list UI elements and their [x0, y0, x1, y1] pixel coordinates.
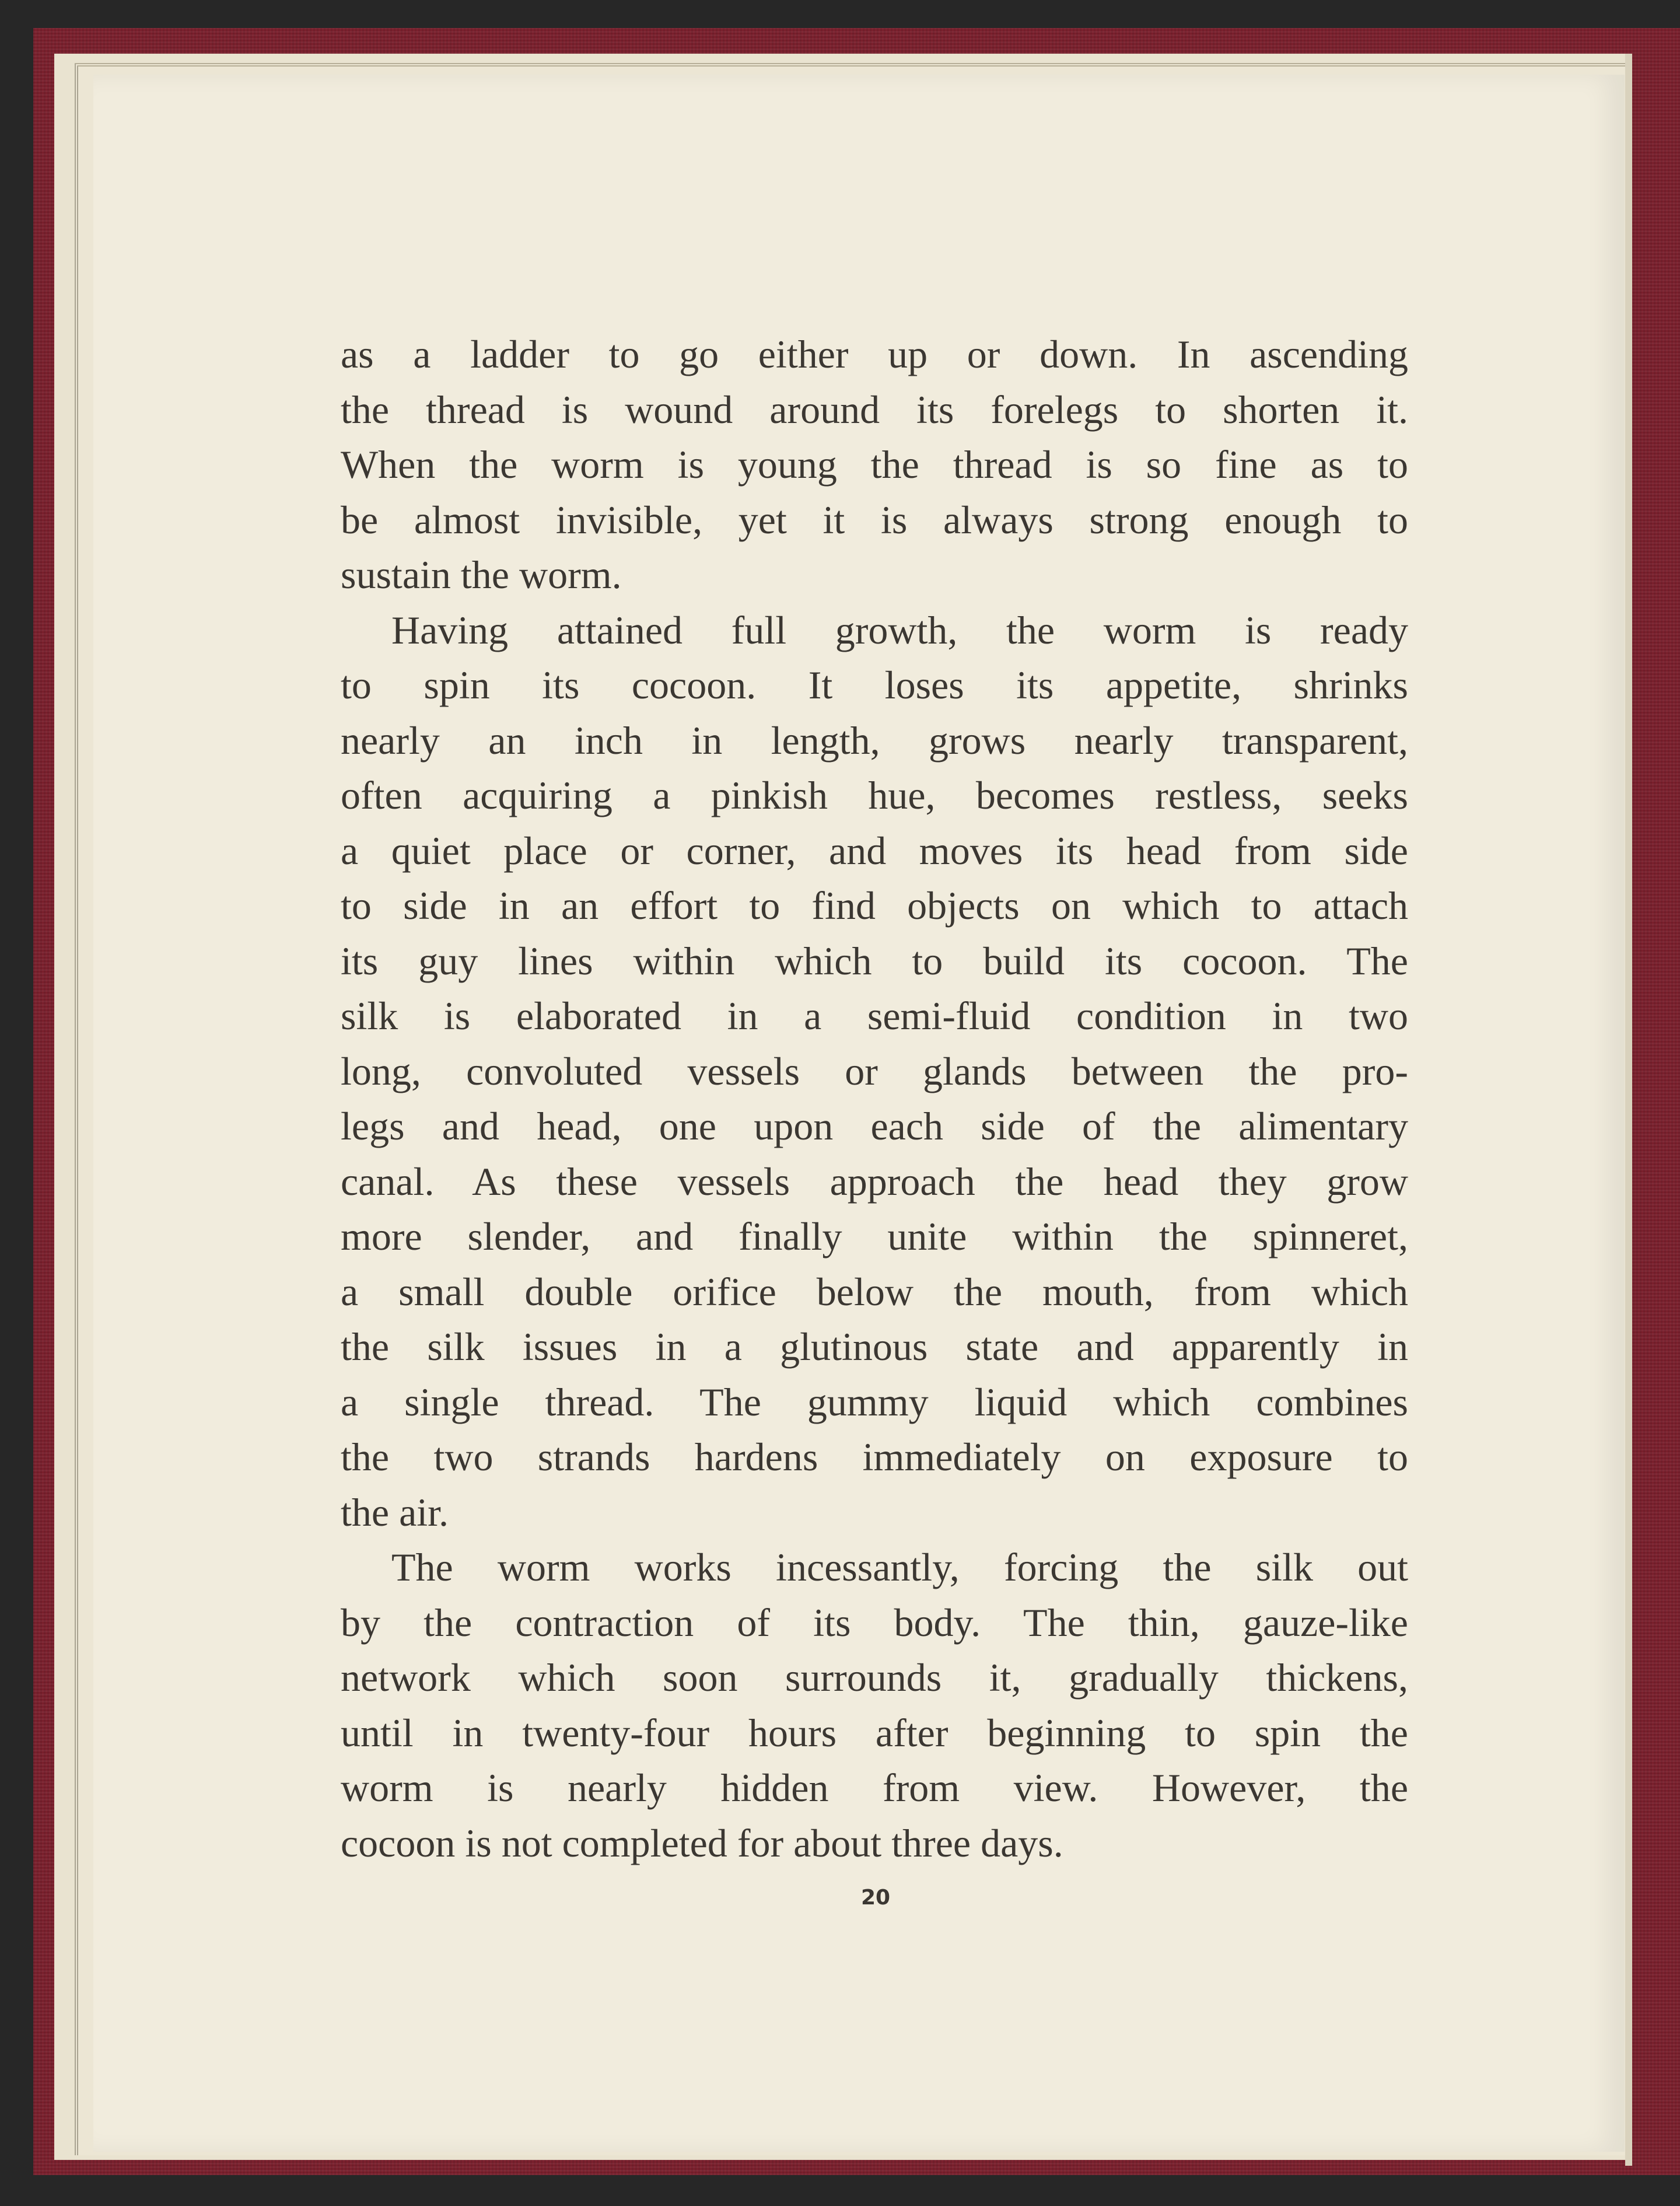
text-line: silk is elaborated in a semi-fluid condition in two	[341, 994, 1408, 1038]
text-line: the air.	[341, 1490, 449, 1534]
text-line: to spin its cocoon. It loses its appetite, shrinks	[341, 663, 1408, 707]
text-line: sustain the worm.	[341, 553, 622, 597]
text-line: more slender, and finally unite within the spinneret,	[341, 1214, 1408, 1258]
text-line: Having attained full growth, the worm is ready	[391, 607, 1408, 652]
text-line: worm is nearly hidden from view. However, the	[341, 1766, 1408, 1810]
text-line: The worm works incessantly, forcing the silk out	[391, 1545, 1408, 1589]
body-text	[341, 327, 1408, 1871]
text-line: a quiet place or corner, and moves its head from side	[341, 828, 1408, 873]
text-line: network which soon surrounds it, gradually thickens,	[341, 1655, 1408, 1700]
text-line: a single thread. The gummy liquid which combines	[341, 1379, 1408, 1424]
text-line: often acquiring a pinkish hue, becomes restless, seeks	[341, 773, 1408, 817]
text-line: canal. As these vessels approach the head they grow	[341, 1159, 1408, 1204]
paragraph	[341, 327, 1408, 603]
text-line: the two strands hardens immediately on exposure to	[341, 1435, 1408, 1479]
text-line: the silk issues in a glutinous state and apparently in	[341, 1324, 1408, 1369]
text-line: by the contraction of its body. The thin, gauze-like	[341, 1600, 1408, 1645]
text-line: legs and head, one upon each side of the alimentary	[341, 1104, 1408, 1148]
paragraph	[341, 603, 1408, 1540]
text-line: be almost invisible, yet it is always strong enough to	[341, 497, 1408, 542]
text-line: as a ladder to go either up or down. In ascending	[341, 332, 1408, 376]
text-line: its guy lines within which to build its cocoon. The	[341, 938, 1408, 983]
text-line: to side in an effort to find objects on which to attach	[341, 883, 1408, 928]
text-line: cocoon is not completed for about three days.	[341, 1820, 1063, 1865]
text-line: until in twenty-four hours after beginning to spin the	[341, 1710, 1408, 1755]
text-line: the thread is wound around its forelegs to shorten it.	[341, 387, 1408, 432]
text-line: a small double orifice below the mouth, from which	[341, 1269, 1408, 1314]
page-gutter	[1625, 54, 1632, 2166]
paragraph	[341, 1540, 1408, 1871]
text-line: When the worm is young the thread is so fine as to	[341, 442, 1408, 487]
page-number: 20	[861, 1886, 891, 1910]
text-line: long, convoluted vessels or glands between the pro-	[341, 1048, 1408, 1093]
text-line: nearly an inch in length, grows nearly transparent,	[341, 718, 1408, 763]
